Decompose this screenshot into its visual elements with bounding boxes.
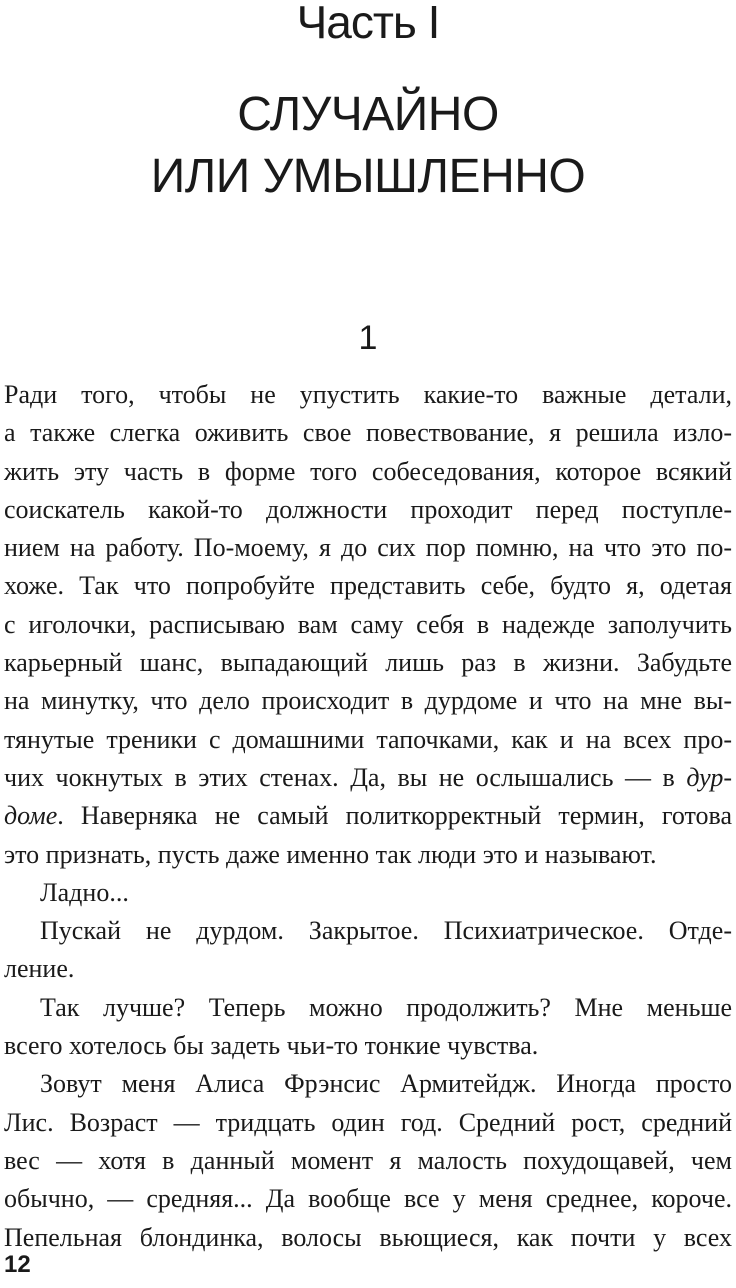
emphasis: доме: [4, 801, 58, 831]
text-run: хоже. Так что попробуйте представить себе, будто я, одетая: [4, 571, 732, 601]
text-line: [4, 1219, 732, 1257]
part-heading-line-1: СЛУЧАЙНО: [237, 88, 499, 141]
text-run: тянутые треники с домашними тапочками, как и на всех про-: [4, 724, 732, 754]
text-run: соискатель какой-то должности проходит перед поступле-: [4, 494, 732, 524]
text-line: [4, 491, 732, 529]
text-line: [4, 606, 732, 644]
text-run: Пепельная блондинка, волосы вьющиеся, как почти у всех: [4, 1222, 732, 1252]
part-heading: [0, 84, 736, 208]
text-line: [4, 912, 732, 950]
page-number: 12: [4, 1251, 31, 1278]
text-line: [4, 414, 732, 452]
text-line: [4, 989, 732, 1027]
text-line: [4, 1180, 732, 1218]
emphasis: дур-: [686, 762, 732, 792]
text-line: [4, 567, 732, 605]
text-line: [4, 644, 732, 682]
text-run: вес — хотя в данный момент я малость похудощавей, чем: [4, 1145, 732, 1175]
text-run: нием на работу. По-моему, я до сих пор помню, на что это по-: [4, 533, 732, 563]
text-run: всего хотелось бы задеть чьи-то тонкие чувства.: [4, 1031, 539, 1061]
text-run: . Наверняка не самый политкорректный термин, готова: [57, 801, 732, 831]
text-line: [4, 797, 732, 835]
text-run: на минутку, что дело происходит в дурдоме и что на мне вы-: [4, 686, 732, 716]
text-run: ление.: [4, 954, 75, 984]
text-run: обычно, — средняя... Да вообще все у меня среднее, короче.: [4, 1184, 732, 1214]
text-run: Зовут меня Алиса Фрэнсис Армитейдж. Иногда просто: [40, 1069, 732, 1099]
text-run: жить эту часть в форме того собеседования, которое всякий: [4, 456, 732, 486]
text-line: [4, 1027, 732, 1065]
part-heading-line-2: ИЛИ УМЫШЛЕННО: [150, 150, 586, 203]
text-line: [4, 1142, 732, 1180]
text-line: [4, 529, 732, 567]
text-line: [4, 1065, 732, 1103]
text-run: это признать, пусть даже именно так люди это и называют.: [4, 839, 657, 869]
text-line: [4, 874, 732, 912]
text-run: Пускай не дурдом. Закрытое. Психиатрическое. Отде-: [40, 916, 732, 946]
part-title: Часть I: [296, 0, 440, 48]
text-run: Лис. Возраст — тридцать один год. Средний рост, средний: [4, 1107, 732, 1137]
text-run: с иголочки, расписываю вам саму себя в надежде заполучить: [4, 609, 732, 639]
chapter-number: 1: [358, 319, 378, 357]
text-line: [4, 376, 732, 414]
text-run: Так лучше? Теперь можно продолжить? Мне меньше: [40, 992, 732, 1022]
text-line: [4, 759, 732, 797]
text-line: [4, 836, 732, 874]
text-line: [4, 682, 732, 720]
text-run: Ладно...: [40, 877, 129, 907]
text-run: чих чокнутых в этих стенах. Да, вы не ослышались — в: [4, 762, 687, 792]
text-run: карьерный шанс, выпадающий лишь раз в жизни. Забудьте: [4, 648, 732, 678]
text-run: а также слегка оживить свое повествование, я решила изло-: [4, 418, 732, 448]
text-line: [4, 950, 732, 988]
text-line: [4, 453, 732, 491]
text-line: [4, 721, 732, 759]
text-line: [4, 1104, 732, 1142]
body-text: [4, 376, 732, 1257]
text-run: Ради того, чтобы не упустить какие-то важные детали,: [4, 380, 732, 409]
